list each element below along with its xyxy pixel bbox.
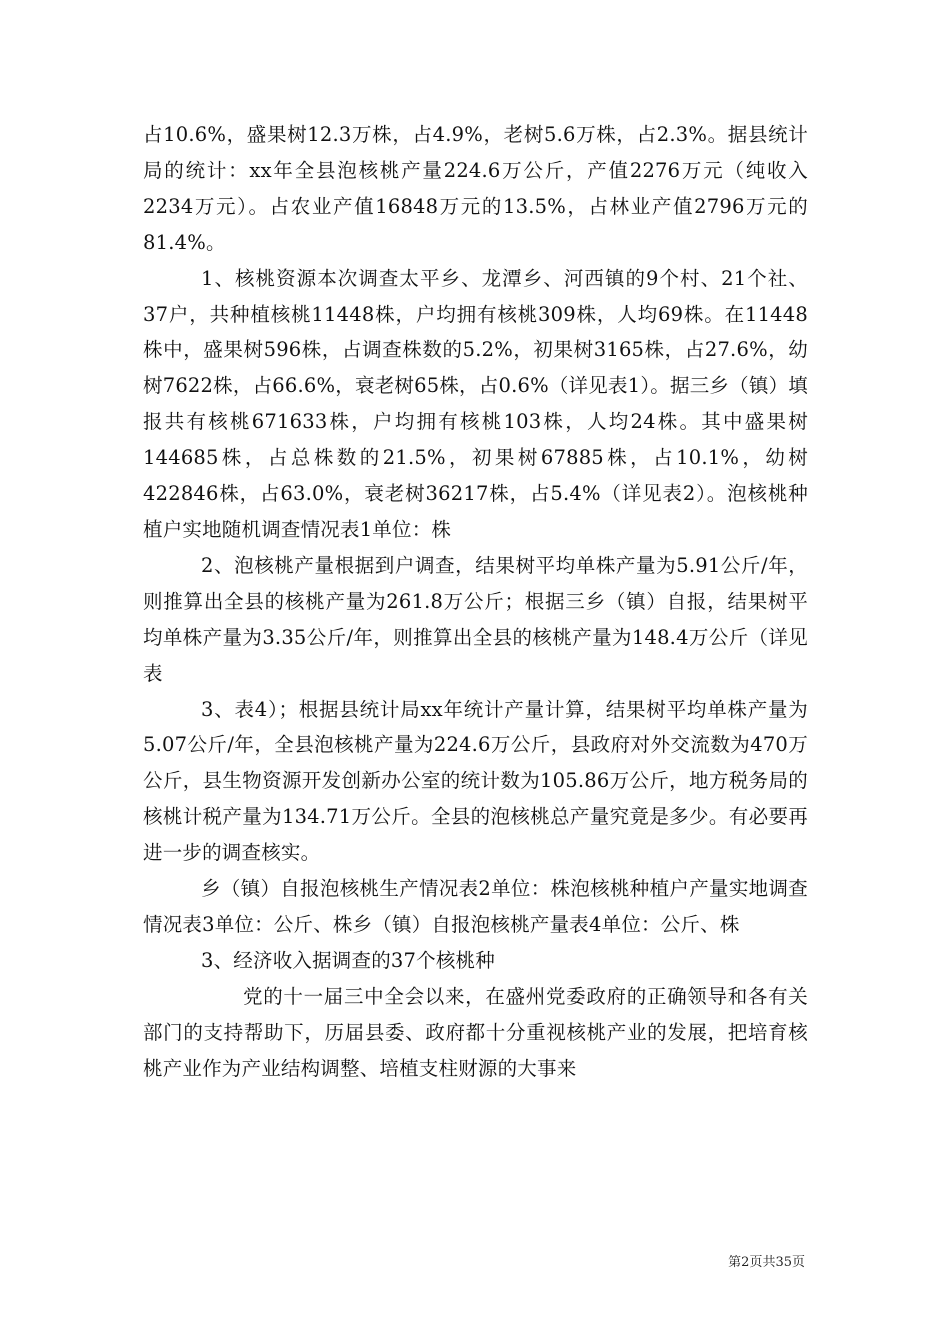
document-body [143,117,808,1086]
paragraph-6: 3、经济收入据调查的37个核桃种 [201,948,495,972]
paragraph-7: 党的十一届三中全会以来，在盛州党委政府的正确领导和各有关部门的支持帮助下，历届县委、政府都十分重视核桃产业的发展，把培育核桃产业作为产业结构调整、培植支柱财源的大事来 [143,984,808,1080]
paragraph-1: 占10.6%，盛果树12.3万株，占4.9%，老树5.6万株，占2.3%。据县统计局的统计：xx年全县泡核桃产量224.6万公斤，产值2276万元（纯收入2234万元）。占农业产值16848万元的13.5%，占林业产值2796万元的81.4%。 [143,123,808,254]
paragraph-4: 3、表4）；根据县统计局xx年统计产量计算，结果树平均单株产量为5.07公斤/年，全县泡核桃产量为224.6万公斤，县政府对外交流数为470万公斤，县生物资源开发创新办公室的统计数为105.86万公斤，地方税务局的核桃计税产量为134.71万公斤。全县的泡核桃总产量究竟是多少。有必要再进一步的调查核实。 [143,697,808,865]
paragraph-5: 乡（镇）自报泡核桃生产情况表2单位：株泡核桃种植户产量实地调查情况表3单位：公斤、株乡（镇）自报泡核桃产量表4单位：公斤、株 [143,877,808,936]
paragraph-2: 1、核桃资源本次调查太平乡、龙潭乡、河西镇的9个村、21个社、37户，共种植核桃11448株，户均拥有核桃309株，人均69株。在11448株中，盛果树596株，占调查株数的5.2%，初果树3165株，占27.6%，幼树7622株，占66.6%，衰老树65株，占0.6%（详见表1）。据三乡（镇）填报共有核桃671633株，户均拥有核桃103株，人均24株。其中盛果树144685株，占总株数的21.5%，初果树67885株，占10.1%，幼树422846株，占63.0%，衰老树36217株，占5.4%（详见表2）。泡核桃种植户实地随机调查情况表1单位：株 [143,266,808,541]
paragraph-3: 2、泡核桃产量根据到户调查，结果树平均单株产量为5.91公斤/年，则推算出全县的核桃产量为261.8万公斤；根据三乡（镇）自报，结果树平均单株产量为3.35公斤/年，则推算出全县的核桃产量为148.4万公斤（详见表 [143,553,808,685]
page-number: 第2页共35页 [728,1255,805,1270]
